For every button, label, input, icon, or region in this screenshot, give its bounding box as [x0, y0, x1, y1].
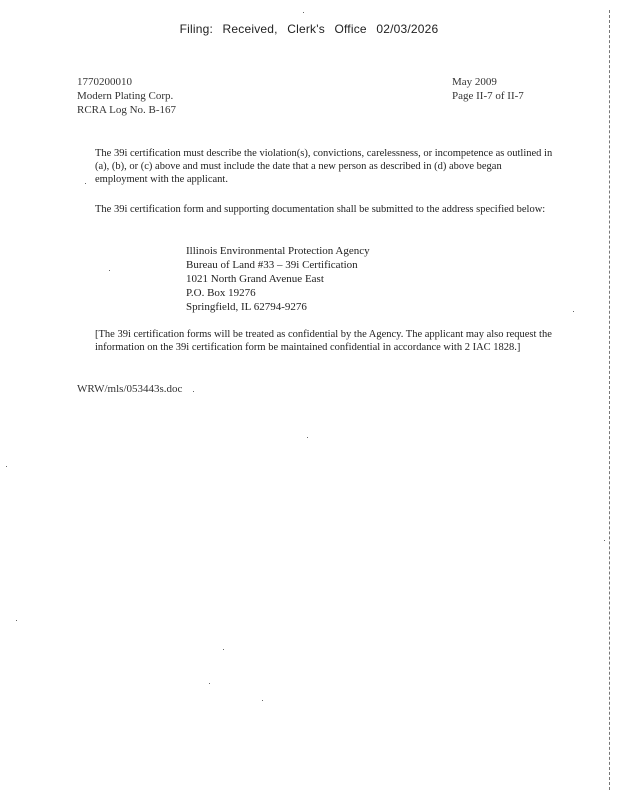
document-id: 1770200010: [77, 76, 132, 88]
log-number: RCRA Log No. B-167: [77, 104, 177, 116]
agency-address-block: [186, 244, 370, 314]
scan-speck: [223, 649, 224, 650]
address-line: P.O. Box 19276: [186, 287, 256, 299]
scan-edge-line: [609, 10, 610, 790]
scan-speck: [262, 700, 263, 701]
address-line: Illinois Environmental Protection Agency: [186, 245, 370, 257]
address-line: Springfield, IL 62794-9276: [186, 301, 307, 313]
certification-requirements-paragraph: The 39i certification must describe the violation(s), convictions, carelessness, or incompetence as outlined in (a), (b), or (c) above and must include the date that a new person as described in (d) above began employment with the applicant.: [95, 148, 553, 185]
address-line: 1021 North Grand Avenue East: [186, 273, 324, 285]
scan-speck: [6, 466, 7, 467]
scan-speck: [209, 683, 210, 684]
confidentiality-paragraph: [The 39i certification forms will be treated as confidential by the Agency. The applicant may also request the information on the 39i certification form be maintained confidential in accordance with 2 IAC 1828.]: [95, 329, 552, 353]
page-number: Page II-7 of II-7: [452, 90, 524, 102]
document-header-right: [452, 75, 524, 103]
scan-speck: [16, 620, 17, 621]
document-file-reference: WRW/mls/053443s.doc: [77, 383, 183, 395]
address-line: Bureau of Land #33 – 39i Certification: [186, 259, 358, 271]
scan-speck: [109, 270, 110, 271]
submission-instructions-paragraph: The 39i certification form and supporting documentation shall be submitted to the address specified below:: [95, 204, 546, 215]
scan-speck: [85, 183, 86, 184]
document-header-left: [77, 75, 176, 117]
filing-stamp: Filing: Received, Clerk's Office 02/03/2026: [179, 22, 439, 36]
scan-speck: [303, 12, 304, 13]
scan-speck: [573, 311, 574, 312]
scan-speck: [604, 540, 605, 541]
scan-speck: [193, 391, 194, 392]
scan-speck: [307, 437, 308, 438]
document-date: May 2009: [452, 76, 497, 88]
company-name: Modern Plating Corp.: [77, 90, 174, 102]
